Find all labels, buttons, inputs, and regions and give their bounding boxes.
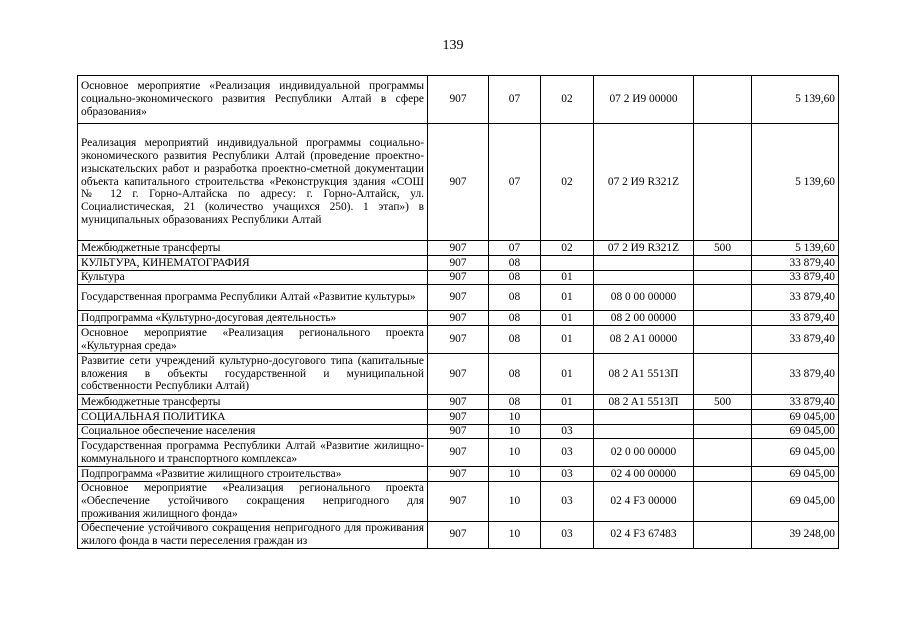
- section-code: 10: [489, 522, 541, 549]
- target-article-code: [594, 271, 694, 285]
- amount: 69 045,00: [752, 410, 839, 425]
- subsection-code: 01: [541, 285, 594, 311]
- amount: 33 879,40: [752, 271, 839, 285]
- table-row: [78, 124, 839, 241]
- section-code: 08: [489, 271, 541, 285]
- target-article-code: 07 2 И9 00000: [594, 76, 694, 124]
- amount: 33 879,40: [752, 395, 839, 410]
- target-article-code: 02 0 00 00000: [594, 439, 694, 467]
- budget-table-body: [78, 76, 839, 549]
- row-name: Культура: [78, 271, 428, 285]
- ministry-code: 907: [428, 271, 489, 285]
- ministry-code: 907: [428, 482, 489, 522]
- ministry-code: 907: [428, 311, 489, 326]
- row-name: Основное мероприятие «Реализация регионального проекта «Культурная среда»: [78, 326, 428, 354]
- expense-type-code: [694, 256, 752, 271]
- ministry-code: 907: [428, 354, 489, 395]
- expense-type-code: [694, 326, 752, 354]
- section-code: 08: [489, 395, 541, 410]
- subsection-code: 01: [541, 271, 594, 285]
- amount: 5 139,60: [752, 241, 839, 256]
- ministry-code: 907: [428, 76, 489, 124]
- subsection-code: 03: [541, 439, 594, 467]
- ministry-code: 907: [428, 425, 489, 439]
- subsection-code: 01: [541, 354, 594, 395]
- target-article-code: 02 4 00 00000: [594, 467, 694, 482]
- row-name: Подпрограмма «Развитие жилищного строительства»: [78, 467, 428, 482]
- section-code: 10: [489, 425, 541, 439]
- section-code: 07: [489, 241, 541, 256]
- page-number: 139: [442, 38, 464, 53]
- row-name: Реализация мероприятий индивидуальной программы социально-экономического развития Республики Алтай (проведение проектно-изыскательских работ и разработка проектно-сметной документации объекта капитального строительства «Реконструкция здания «СОШ № 12 г. Горно-Алтайска по адресу: г. Горно-Алтайск, ул. Социалистическая, 21 (количество учащихся 250). 1 этап») в муниципальных образованиях Республики Алтай: [78, 124, 428, 241]
- table-row: [78, 256, 839, 271]
- table-row: [78, 439, 839, 467]
- target-article-code: 08 2 A1 5513П: [594, 395, 694, 410]
- ministry-code: 907: [428, 395, 489, 410]
- expense-type-code: [694, 425, 752, 439]
- section-code: 07: [489, 124, 541, 241]
- table-row: [78, 271, 839, 285]
- target-article-code: 02 4 F3 00000: [594, 482, 694, 522]
- ministry-code: 907: [428, 241, 489, 256]
- expense-type-code: [694, 124, 752, 241]
- section-code: 10: [489, 410, 541, 425]
- target-article-code: 02 4 F3 67483: [594, 522, 694, 549]
- target-article-code: 08 2 A1 5513П: [594, 354, 694, 395]
- expense-type-code: [694, 354, 752, 395]
- target-article-code: 07 2 И9 R321Z: [594, 124, 694, 241]
- subsection-code: 03: [541, 522, 594, 549]
- row-name: Межбюджетные трансферты: [78, 395, 428, 410]
- expense-type-code: [694, 467, 752, 482]
- row-name: Социальное обеспечение населения: [78, 425, 428, 439]
- section-code: 10: [489, 439, 541, 467]
- table-row: [78, 326, 839, 354]
- section-code: 08: [489, 311, 541, 326]
- expense-type-code: [694, 482, 752, 522]
- table-row: [78, 311, 839, 326]
- table-row: [78, 482, 839, 522]
- amount: 33 879,40: [752, 326, 839, 354]
- ministry-code: 907: [428, 285, 489, 311]
- subsection-code: 03: [541, 467, 594, 482]
- table-row: [78, 354, 839, 395]
- amount: 5 139,60: [752, 76, 839, 124]
- amount: 33 879,40: [752, 256, 839, 271]
- target-article-code: 07 2 И9 R321Z: [594, 241, 694, 256]
- target-article-code: 08 2 00 00000: [594, 311, 694, 326]
- ministry-code: 907: [428, 439, 489, 467]
- row-name: Развитие сети учреждений культурно-досугового типа (капитальные вложения в объекты государственной и муниципальной собственности Республики Алтай): [78, 354, 428, 395]
- subsection-code: 03: [541, 482, 594, 522]
- row-name: КУЛЬТУРА, КИНЕМАТОГРАФИЯ: [78, 256, 428, 271]
- amount: 33 879,40: [752, 285, 839, 311]
- row-name: Основное мероприятие «Реализация регионального проекта «Обеспечение устойчивого сокращения непригодного для проживания жилищного фонда»: [78, 482, 428, 522]
- amount: 69 045,00: [752, 439, 839, 467]
- subsection-code: [541, 256, 594, 271]
- section-code: 07: [489, 76, 541, 124]
- target-article-code: 08 0 00 00000: [594, 285, 694, 311]
- expense-type-code: 500: [694, 241, 752, 256]
- table-row: [78, 522, 839, 549]
- section-code: 10: [489, 467, 541, 482]
- expense-type-code: [694, 285, 752, 311]
- table-row: [78, 467, 839, 482]
- section-code: 08: [489, 256, 541, 271]
- expense-type-code: [694, 311, 752, 326]
- amount: 33 879,40: [752, 354, 839, 395]
- table-row: [78, 241, 839, 256]
- table-row: [78, 76, 839, 124]
- target-article-code: [594, 256, 694, 271]
- ministry-code: 907: [428, 410, 489, 425]
- subsection-code: 01: [541, 311, 594, 326]
- expense-type-code: [694, 522, 752, 549]
- expense-type-code: [694, 271, 752, 285]
- target-article-code: [594, 410, 694, 425]
- subsection-code: 03: [541, 425, 594, 439]
- section-code: 10: [489, 482, 541, 522]
- row-name: Подпрограмма «Культурно-досуговая деятельность»: [78, 311, 428, 326]
- target-article-code: 08 2 A1 00000: [594, 326, 694, 354]
- amount: 69 045,00: [752, 467, 839, 482]
- amount: 69 045,00: [752, 482, 839, 522]
- table-row: [78, 285, 839, 311]
- amount: 33 879,40: [752, 311, 839, 326]
- ministry-code: 907: [428, 124, 489, 241]
- section-code: 08: [489, 326, 541, 354]
- ministry-code: 907: [428, 522, 489, 549]
- row-name: Государственная программа Республики Алтай «Развитие жилищно-коммунального и транспортного комплекса»: [78, 439, 428, 467]
- row-name: Основное мероприятие «Реализация индивидуальной программы социально-экономического развития Республики Алтай в сфере образования»: [78, 76, 428, 124]
- table-row: [78, 410, 839, 425]
- expense-type-code: 500: [694, 395, 752, 410]
- subsection-code: 01: [541, 395, 594, 410]
- expense-type-code: [694, 439, 752, 467]
- row-name: Межбюджетные трансферты: [78, 241, 428, 256]
- amount: 39 248,00: [752, 522, 839, 549]
- row-name: СОЦИАЛЬНАЯ ПОЛИТИКА: [78, 410, 428, 425]
- section-code: 08: [489, 285, 541, 311]
- amount: 69 045,00: [752, 425, 839, 439]
- subsection-code: 02: [541, 76, 594, 124]
- row-name: Обеспечение устойчивого сокращения непригодного для проживания жилого фонда в части переселения граждан из: [78, 522, 428, 549]
- table-row: [78, 395, 839, 410]
- table-row: [78, 425, 839, 439]
- expense-type-code: [694, 76, 752, 124]
- subsection-code: [541, 410, 594, 425]
- subsection-code: 02: [541, 241, 594, 256]
- subsection-code: 01: [541, 326, 594, 354]
- subsection-code: 02: [541, 124, 594, 241]
- amount: 5 139,60: [752, 124, 839, 241]
- target-article-code: [594, 425, 694, 439]
- row-name: Государственная программа Республики Алтай «Развитие культуры»: [78, 285, 428, 311]
- budget-table: [77, 75, 839, 549]
- expense-type-code: [694, 410, 752, 425]
- section-code: 08: [489, 354, 541, 395]
- ministry-code: 907: [428, 467, 489, 482]
- ministry-code: 907: [428, 256, 489, 271]
- ministry-code: 907: [428, 326, 489, 354]
